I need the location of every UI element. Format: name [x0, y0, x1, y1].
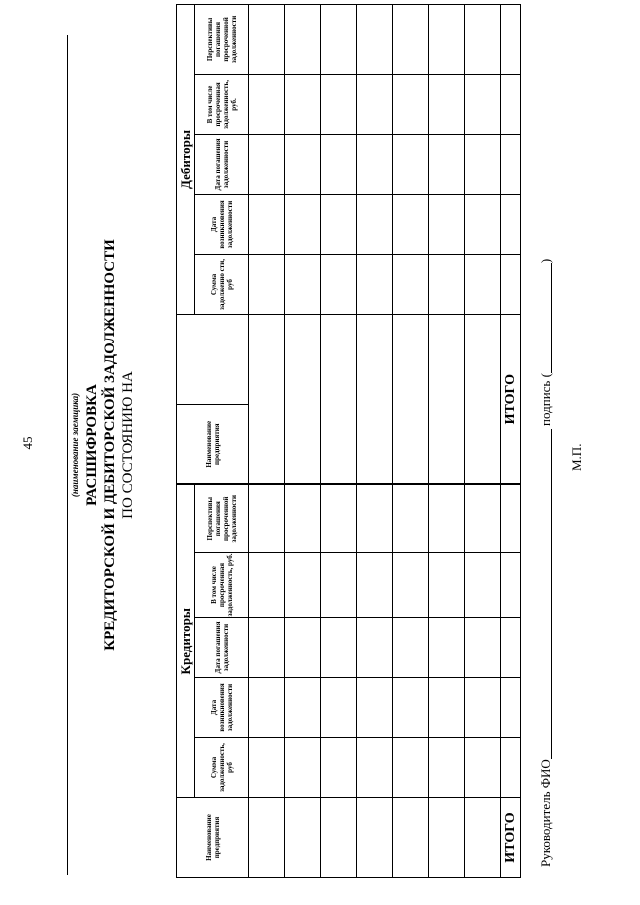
debtor-due-date-header: Дата погашения задолженности	[195, 134, 249, 194]
head-fio-label: Руководитель ФИО	[538, 759, 553, 867]
creditors-group-header: Кредиторы	[177, 484, 195, 797]
creditor-outlook-header: Перспективы погашения просроченной задолженности	[195, 484, 249, 552]
table-row	[357, 4, 393, 877]
table-row	[321, 4, 357, 877]
debt-table	[176, 5, 518, 878]
debtors-group-header: Дебиторы	[177, 4, 195, 314]
borrower-name-caption: (наименование заемщика)	[70, 392, 80, 498]
spacer	[177, 314, 249, 404]
creditor-overdue-header: В том числе просроченная задолженность, руб.	[195, 553, 249, 618]
title-line-1: РАСШИФРОВКА	[84, 384, 100, 506]
creditor-due-date-header: Дата погашения задолженности	[195, 618, 249, 678]
table-row	[249, 4, 285, 877]
signature-blank	[551, 263, 552, 373]
title-line-3: ПО СОСТОЯНИЮ НА	[120, 371, 136, 519]
creditors-total-label: ИТОГО	[501, 798, 521, 878]
creditor-amount-header: Сумма задолженность, руб	[195, 738, 249, 798]
fio-blank	[551, 429, 552, 759]
debtor-amount-header: Сумма задолженно сти, руб	[195, 254, 249, 314]
debtor-name-header: Наименование предприятия	[177, 404, 249, 484]
signature-line	[538, 259, 554, 867]
signature-label: подпись (	[538, 373, 553, 426]
creditor-origin-date-header: Дата возникновения задолженности	[195, 678, 249, 738]
signature-close-paren: )	[538, 258, 553, 264]
table-row	[285, 4, 321, 877]
table-row	[465, 4, 501, 877]
creditor-name-header: Наименование предприятия	[177, 798, 249, 878]
title-line-2: КРЕДИТОРСКОЙ И ДЕБИТОРСКОЙ ЗАДОЛЖЕННОСТИ	[102, 239, 118, 651]
debtor-outlook-header: Перспективы погашения просроченной задолженности	[195, 4, 249, 74]
debtor-origin-date-header: Дата возникновения задолженности	[195, 194, 249, 254]
table-row	[393, 4, 429, 877]
totals-row	[501, 4, 521, 877]
borrower-name-line	[67, 35, 68, 875]
stamp-place: М.П.	[569, 443, 584, 471]
table-row	[429, 4, 465, 877]
debtors-total-label: ИТОГО	[501, 314, 521, 484]
page-number: 45	[20, 436, 35, 450]
debt-grid	[176, 4, 521, 878]
debtor-overdue-header: В том числе просроченная задолженность, руб.	[195, 74, 249, 134]
